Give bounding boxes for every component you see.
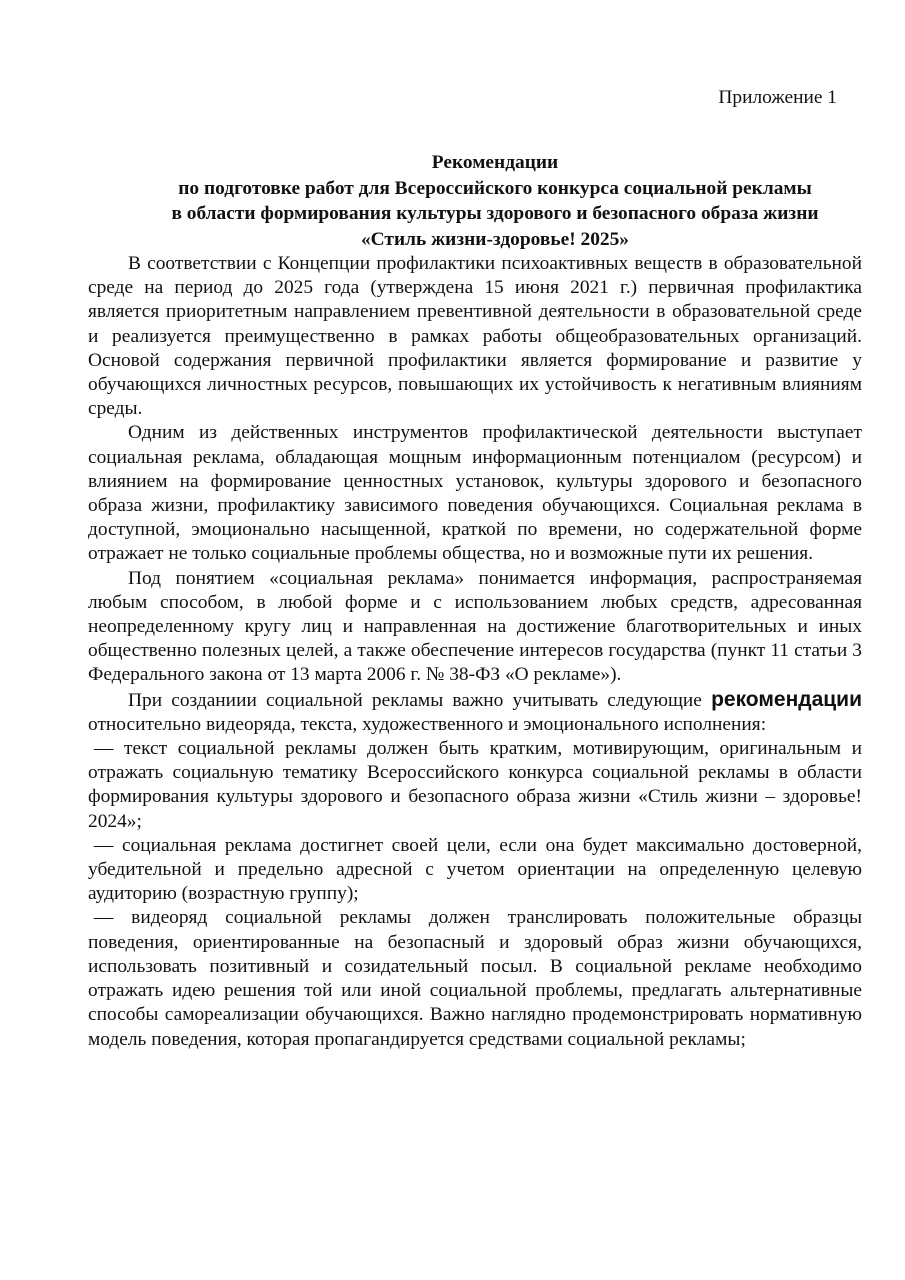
- appendix-label: Приложение 1: [718, 87, 837, 108]
- list-item-video: — видеоряд социальной рекламы должен транслировать положительные образцы поведения, ориентированные на безопасный и здоровый образ жизни обучающихся, использовать позитивный и созидательный посыл. В социальной рекламе необходимо отражать идею решения той или иной социальной проблемы, предлагать альтернативные способы самореализации обучающихся. Важно наглядно продемонстрировать нормативную модель поведения, которая пропагандируется средствами социальной рекламы;: [88, 907, 862, 1050]
- list-item-text: — текст социальной рекламы должен быть кратким, мотивирующим, оригинальным и отражать социальную тематику Всероссийского конкурса социальной рекламы в области формирования культуры здорового и безопасного образа жизни «Стиль жизни – здоровье! 2024»;: [88, 738, 862, 832]
- recommendations-emphasis: рекомендации: [711, 687, 862, 711]
- title-line-3: в области формирования культуры здорового и безопасного образа жизни: [171, 203, 819, 224]
- title-line-1: Рекомендации: [431, 152, 559, 173]
- paragraph-definition: Под понятием «социальная реклама» понимается информация, распространяемая любым способом, в любой форме и с использованием любых средств, адресованная неопределенному кругу лиц и направленная на достижение благотворительных и иных общественно полезных целей, а также обеспечение интересов государства (пункт 11 статьи 3 Федерального закона от 13 марта 2006 г. № 38-ФЗ «О рекламе»).: [88, 567, 862, 686]
- document-title: [88, 150, 862, 252]
- paragraph-concept: В соответствии с Концепции профилактики психоактивных веществ в образовательной среде на период до 2025 года (утверждена 15 июня 2021 г.) первичная профилактика является приоритетным направлением превентивной деятельности в образовательной среде и реализуется преимущественно в рамках работы общеобразовательных организаций. Основой содержания первичной профилактики является формирование и развитие у обучающихся личностных ресурсов, повышающих их устойчивость к негативным влияниям среды.: [88, 253, 862, 420]
- intro-text-before: При созданиии социальной рекламы важно учитывать следующие: [128, 689, 712, 711]
- list-item-audience: — социальная реклама достигнет своей цели, если она будет максимально достоверной, убедительной и предельно адресной с учетом ориентации на определенную целевую аудиторию (возрастную группу);: [88, 834, 862, 905]
- document-page: [88, 86, 862, 1052]
- title-line-2: по подготовке работ для Всероссийского конкурса социальной рекламы: [178, 177, 812, 199]
- paragraph-instruments: Одним из действенных инструментов профилактической деятельности выступает социальная реклама, обладающая мощным информационным потенциалом (ресурсом) и влиянием на формирование ценностных установок, культуры здорового и безопасного образа жизни, профилактику зависимого поведения обучающихся. Социальная реклама в доступной, эмоционально насыщенной, краткой по времени, но содержательной форме отражает не только социальные проблемы общества, но и возможные пути их решения.: [88, 422, 862, 565]
- paragraph-recommendations-intro: [88, 688, 862, 737]
- title-line-4: «Стиль жизни-здоровье! 2025»: [360, 228, 629, 250]
- intro-text-after: относительно видеоряда, текста, художественного и эмоционального исполнения:: [88, 713, 767, 735]
